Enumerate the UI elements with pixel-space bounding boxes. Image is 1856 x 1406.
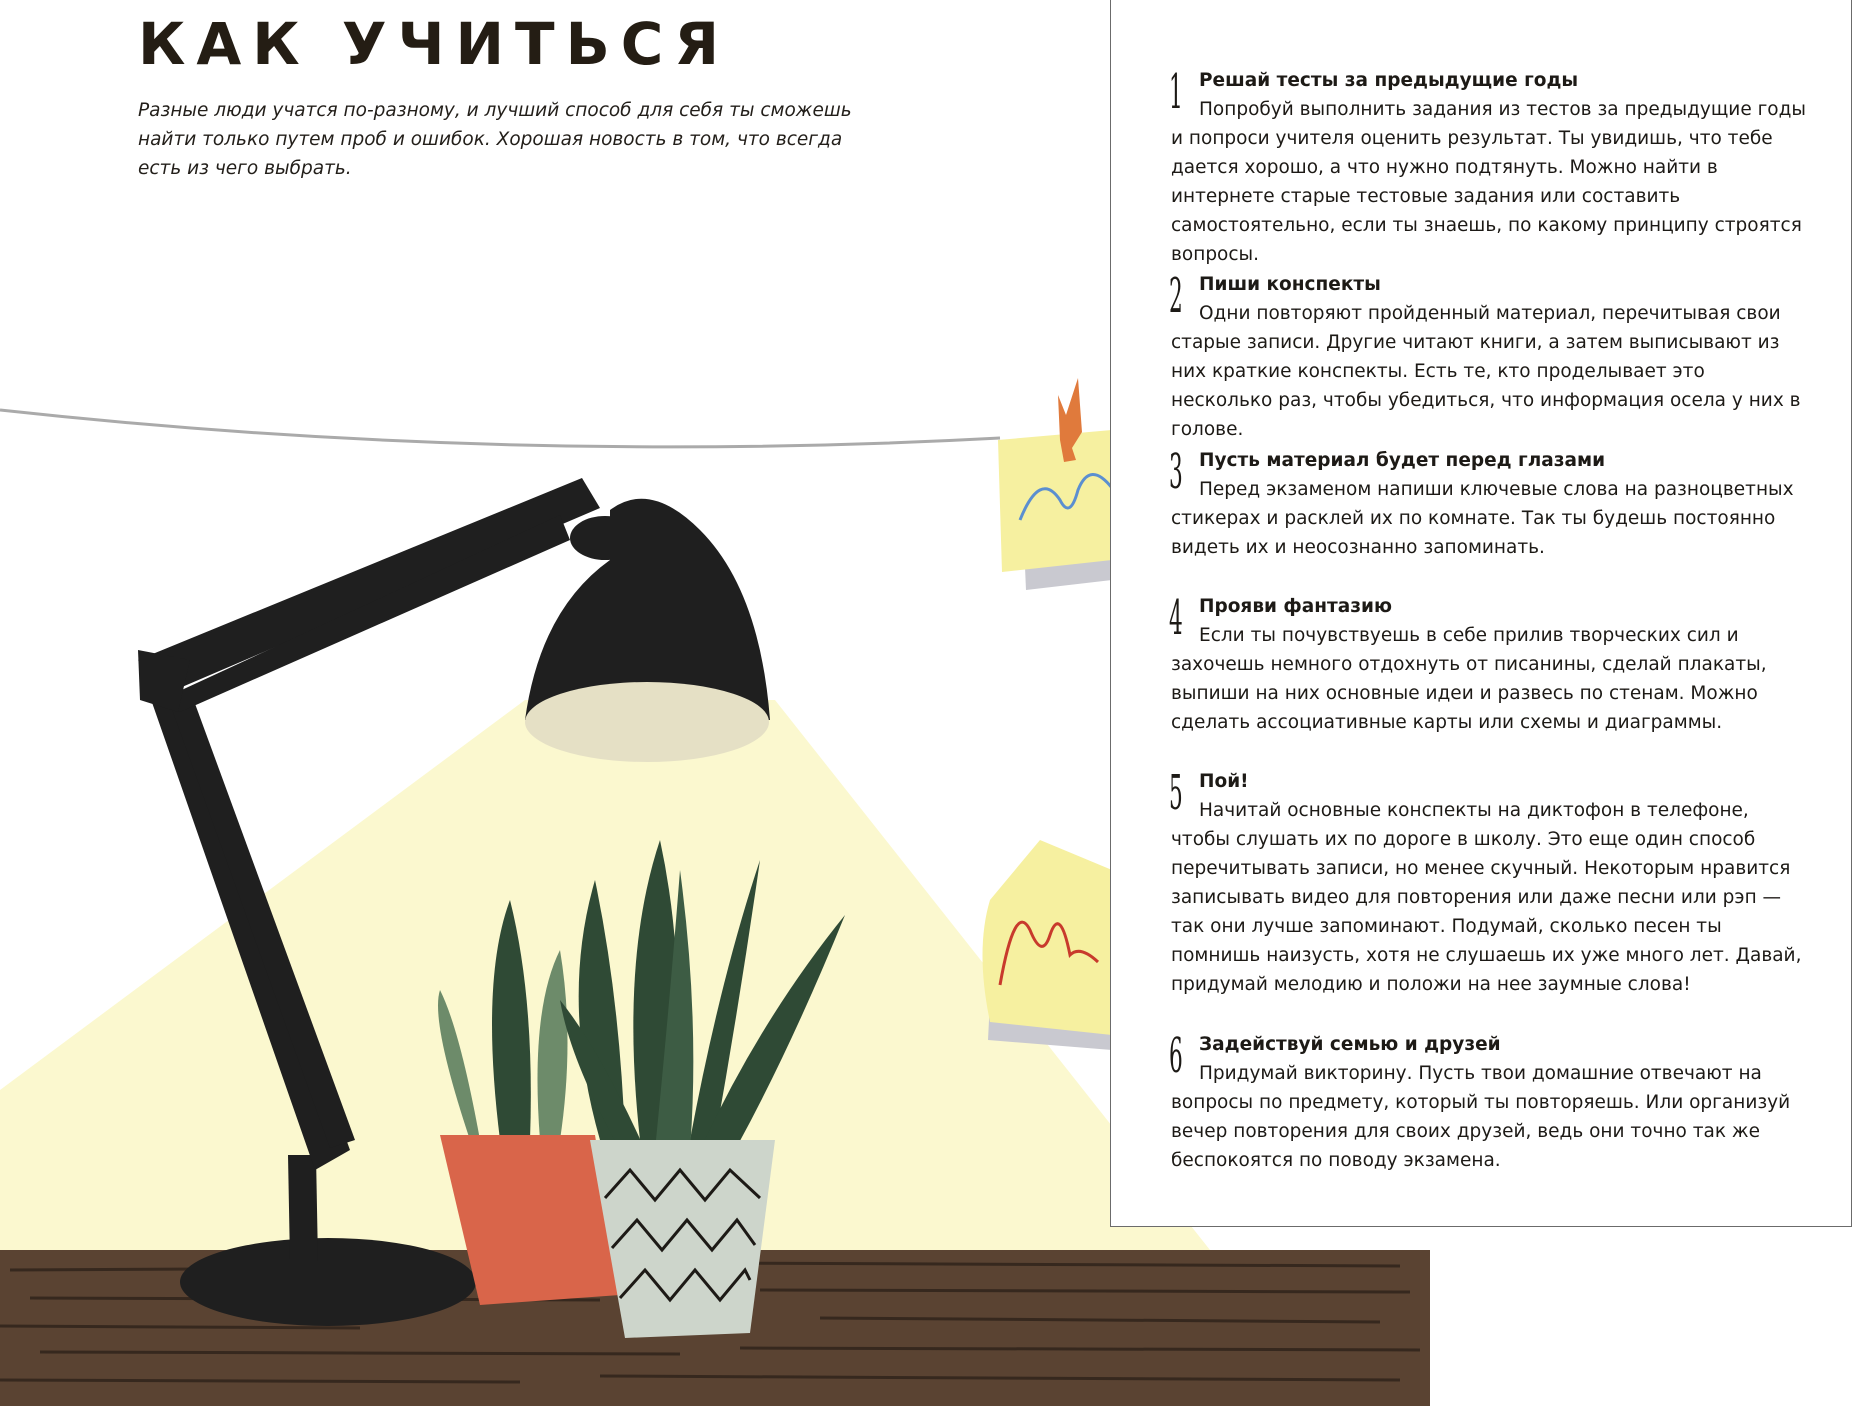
tip-5	[1171, 767, 1811, 999]
page-title: КАК УЧИТЬСЯ	[138, 10, 731, 78]
tip-1	[1171, 66, 1811, 269]
intro-paragraph: Разные люди учатся по-разному, и лучший способ для себя ты сможешь найти только путем проб и ошибок. Хорошая новость в том, что всегда есть из чего выбрать.	[138, 100, 852, 179]
tip-body: Попробуй выполнить задания из тестов за предыдущие годы и попроси учителя оценить результат. Ты увидишь, что тебе дается хорошо, а что нужно подтянуть. Можно найти в интернете старые тестовые задания или составить самостоятельно, если ты знаешь, по какому принципу строятся вопросы.	[1171, 99, 1807, 265]
tip-3	[1171, 446, 1811, 562]
tip-4	[1171, 592, 1811, 737]
tip-title: Решай тесты за предыдущие годы	[1199, 70, 1579, 91]
tip-number: 6	[1169, 1028, 1183, 1084]
tip-title: Пиши конспекты	[1199, 274, 1381, 295]
string-line	[0, 410, 1000, 447]
tip-number: 5	[1169, 765, 1183, 821]
tip-body: Если ты почувствуешь в себе прилив творческих сил и захочешь немного отдохнуть от писанины, сделай плакаты, выпиши на них основные идеи и развесь по стенам. Можно сделать ассоциативные карты или схемы и диаграммы.	[1171, 625, 1767, 733]
tip-title: Пусть материал будет перед глазами	[1199, 450, 1606, 471]
tip-body: Придумай викторину. Пусть твои домашние отвечают на вопросы по предмету, который ты повторяешь. Или организуй вечер повторения для своих друзей, ведь они точно так же беспокоятся по поводу экзамена.	[1171, 1063, 1791, 1171]
tip-body: Перед экзаменом напиши ключевые слова на разноцветных стикерах и расклей их по комнате. Так ты будешь постоянно видеть их и неосознанно запоминать.	[1171, 479, 1794, 558]
tip-title: Прояви фантазию	[1199, 596, 1392, 617]
tip-body: Начитай основные конспекты на диктофон в телефоне, чтобы слушать их по дороге в школу. Это еще один способ перечитывать записи, но менее скучный. Некоторым нравится записывать видео для повторения или даже песни или рэп — так они лучше запоминают. Подумай, сколько песен ты помнишь наизусть, хотя не слушаешь их уже много лет. Давай, придумай мелодию и положи на нее заумные слова!	[1171, 800, 1802, 995]
tip-body: Одни повторяют пройденный материал, перечитывая свои старые записи. Другие читают книги, а затем выписывают из них краткие конспекты. Есть те, кто проделывает это несколько раз, чтобы убедиться, что информация осела у них в голове.	[1171, 303, 1801, 440]
tip-2	[1171, 270, 1811, 444]
tips-panel	[1110, 0, 1852, 1227]
sticky-note-bottom	[983, 840, 1113, 1050]
tip-number: 2	[1169, 268, 1183, 324]
sticky-note-top	[998, 378, 1112, 590]
tip-6	[1171, 1030, 1811, 1175]
tip-number: 4	[1169, 590, 1183, 646]
tip-number: 3	[1169, 444, 1183, 500]
tip-title: Задействуй семью и друзей	[1199, 1034, 1501, 1055]
tip-number: 1	[1169, 64, 1183, 120]
tip-title: Пой!	[1199, 771, 1249, 792]
